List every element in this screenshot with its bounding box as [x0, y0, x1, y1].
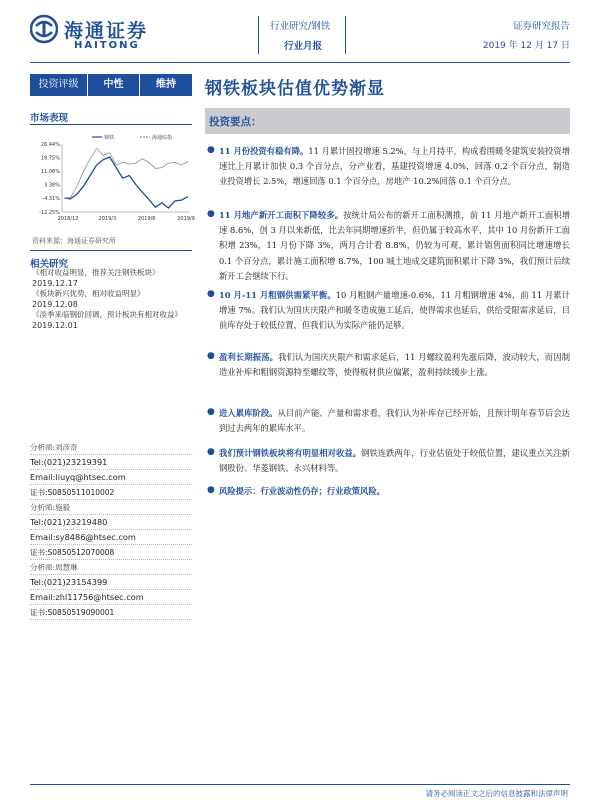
key-point	[205, 484, 570, 499]
bullet-icon: ●	[207, 209, 215, 219]
rating-bar	[30, 74, 192, 96]
y-tick-label: -4.31%	[42, 196, 60, 203]
key-point	[205, 350, 570, 380]
logo-chinese-name: 海通证券	[64, 20, 149, 42]
related-item-date: 2019.12.17	[32, 278, 78, 288]
analyst-cert: 证书:S0850512070008	[30, 545, 192, 560]
key-point-text: 10 月粗钢产量增速-0.6%，11 月粗钢增速 4%，前 11 月累计增速 7%。我们认为国庆庆限产和暖冬造成施工延后，使得需求也延后，供给受限需求延后，目前库存处于较低位置，但我们认为实际产能仍足够。	[219, 290, 570, 331]
header-divider	[345, 16, 346, 54]
x-tick-label: 2019/3	[98, 216, 117, 222]
key-point	[205, 446, 570, 476]
related-item-date: 2019.12.01	[32, 320, 78, 330]
x-tick-label: 2019/9	[177, 216, 195, 222]
rating-trend: 维持	[156, 79, 176, 90]
related-research-list	[32, 268, 194, 331]
analyst-name: 分析师:施毅	[30, 500, 192, 515]
x-tick-label: 2018/12	[57, 216, 79, 222]
key-points-header	[205, 108, 570, 134]
analyst-cert: 证书:S0850519090001	[30, 605, 192, 620]
analyst-tel: Tel:(021)23219391	[30, 455, 192, 470]
analyst-email[interactable]: Email:sy8486@htsec.com	[30, 530, 192, 545]
report-type: 行业月报	[284, 41, 323, 52]
section-rule	[30, 124, 192, 125]
section-rule	[30, 250, 192, 251]
key-point	[205, 208, 570, 284]
analyst-contacts	[30, 440, 192, 620]
haitong-logo-icon	[30, 14, 58, 44]
key-point-lead: 盈利长期振荡。	[219, 352, 279, 362]
logo-english-name: HAITONG	[74, 40, 140, 51]
document-type: 证券研究报告	[512, 21, 570, 32]
chart-source: 资料来源：海通证券研究所	[32, 237, 116, 245]
report-title: 钢铁板块估值优势渐显	[205, 79, 385, 99]
key-point	[205, 144, 570, 190]
key-point	[205, 406, 570, 436]
key-point-lead: 11 月份投资有稳有降。	[219, 146, 309, 156]
rating-label: 投资评级	[30, 74, 88, 96]
legend-label: 海通综指	[152, 135, 173, 141]
key-point-text: 我们认为国庆庆限产和需求延后，11 月螺纹盈利先涨后降，波动较大，而因制造业补库和粗钢资源特至螺纹等，使得板材供应偏紧，盈利持续缓步上涨。	[219, 352, 570, 378]
series-line-index	[64, 148, 188, 198]
key-point-lead: 11 月地产新开工面积下降较多。	[219, 210, 344, 220]
bullet-icon: ●	[207, 145, 215, 155]
y-tick-label: 3.38%	[44, 182, 60, 189]
y-tick-label: 11.06%	[40, 169, 60, 176]
related-item[interactable]	[32, 268, 194, 289]
y-tick-label: -12.25%	[39, 210, 60, 216]
company-logo	[30, 12, 180, 52]
key-point-lead: 风险提示：行业波动性仍存；行业政策风险。	[219, 486, 385, 496]
key-point-text: 按统计局公布的新开工面积测推，前 11 月地产新开工面积增速 8.6%，创 3 月以来新低，比去年同期增速折半，但仍属于较高水平，其中 10 月份新开工面积增 23%，11 月份下降 3%，两月合计看 8.8%，仍较为可观，累计销售面积同比增速增长 0.1 个百分点，累计施工面积增 8.7%，100 城土地成交建筑面积累计下降 3%，我们预计后续新开工会继续下行。	[219, 210, 570, 281]
analyst-name: 分析师:周慧琳	[30, 560, 192, 575]
bullet-icon: ●	[207, 407, 215, 417]
bullet-icon: ●	[207, 447, 215, 457]
series-line-steel	[64, 157, 188, 208]
related-item[interactable]	[32, 310, 194, 331]
rating-value: 中性	[88, 74, 140, 96]
market-performance-chart	[30, 132, 195, 224]
related-item[interactable]	[32, 289, 194, 310]
bullet-icon: ●	[207, 289, 215, 299]
bullet-icon: ●	[207, 351, 215, 361]
header-divider	[258, 16, 259, 54]
related-item-date: 2019.12.08	[32, 299, 78, 309]
key-points-title: 投资要点：	[209, 116, 262, 128]
analyst-email[interactable]: Email:zhl11756@htsec.com	[30, 590, 192, 605]
key-point-lead: 进入累库阶段。	[219, 408, 278, 418]
related-section-title: 相关研究	[30, 259, 69, 270]
legend-label: 钢铁	[104, 135, 115, 141]
key-point-text: 钢铁连跌两年，行业估值处于较低位置，建议重点关注新钢股份、华菱钢铁、永兴材料等。	[219, 448, 570, 474]
key-point-lead: 我们预计钢铁板块将有明显相对收益。	[219, 448, 362, 458]
related-item-title: 《淡季来临钢价回调，预计板块有相对收益》	[32, 310, 182, 319]
x-tick-label: 2019/6	[137, 216, 156, 222]
key-point-text: 11 月累计固投增速 5.2%，与上月持平，构成看围暖冬建筑安装投资增速比上月累计加快 0.3 个百分点，分产业看，基建投资增速 4.0%，回落 0.2 个百分点，制造业投资增长 2.5%，增速回落 0.1 个百分点，房地产 10.2%回落 0.1 个百分点。	[219, 146, 570, 187]
related-item-title: 《相对收益明显，推荐关注钢铁板块》	[32, 268, 160, 277]
analyst-tel: Tel:(021)23154399	[30, 575, 192, 590]
analyst-name: 分析师:刘彦奇	[30, 440, 192, 455]
market-section-title: 市场表现	[30, 113, 69, 124]
analyst-cert: 证书:S0850511010002	[30, 485, 192, 500]
report-date: 2019 年 12 月 17 日	[482, 41, 570, 51]
related-item-title: 《板块新兴优势，相对收益明显》	[32, 289, 145, 298]
disclaimer-footer[interactable]: 请务必阅读正文之后的信息披露和法律声明	[425, 789, 568, 798]
report-category: 行业研究/钢铁	[270, 21, 331, 32]
key-point-text: 从目前产能、产量和需求看，我们认为补库存已经开始，且预计明年春节后会达到过去两年的累库水平。	[219, 408, 570, 434]
y-tick-label: 18.75%	[40, 155, 60, 162]
y-tick-label: 26.44%	[40, 142, 60, 148]
analyst-email[interactable]: Email:liuyq@htsec.com	[30, 470, 192, 485]
footer-rule	[30, 784, 570, 785]
key-point-lead: 10 月-11 月粗钢供需紧平衡。	[219, 290, 336, 300]
header-rule	[30, 62, 570, 63]
key-point	[205, 288, 570, 334]
analyst-tel: Tel:(021)23219480	[30, 515, 192, 530]
bullet-icon: ●	[207, 485, 215, 495]
